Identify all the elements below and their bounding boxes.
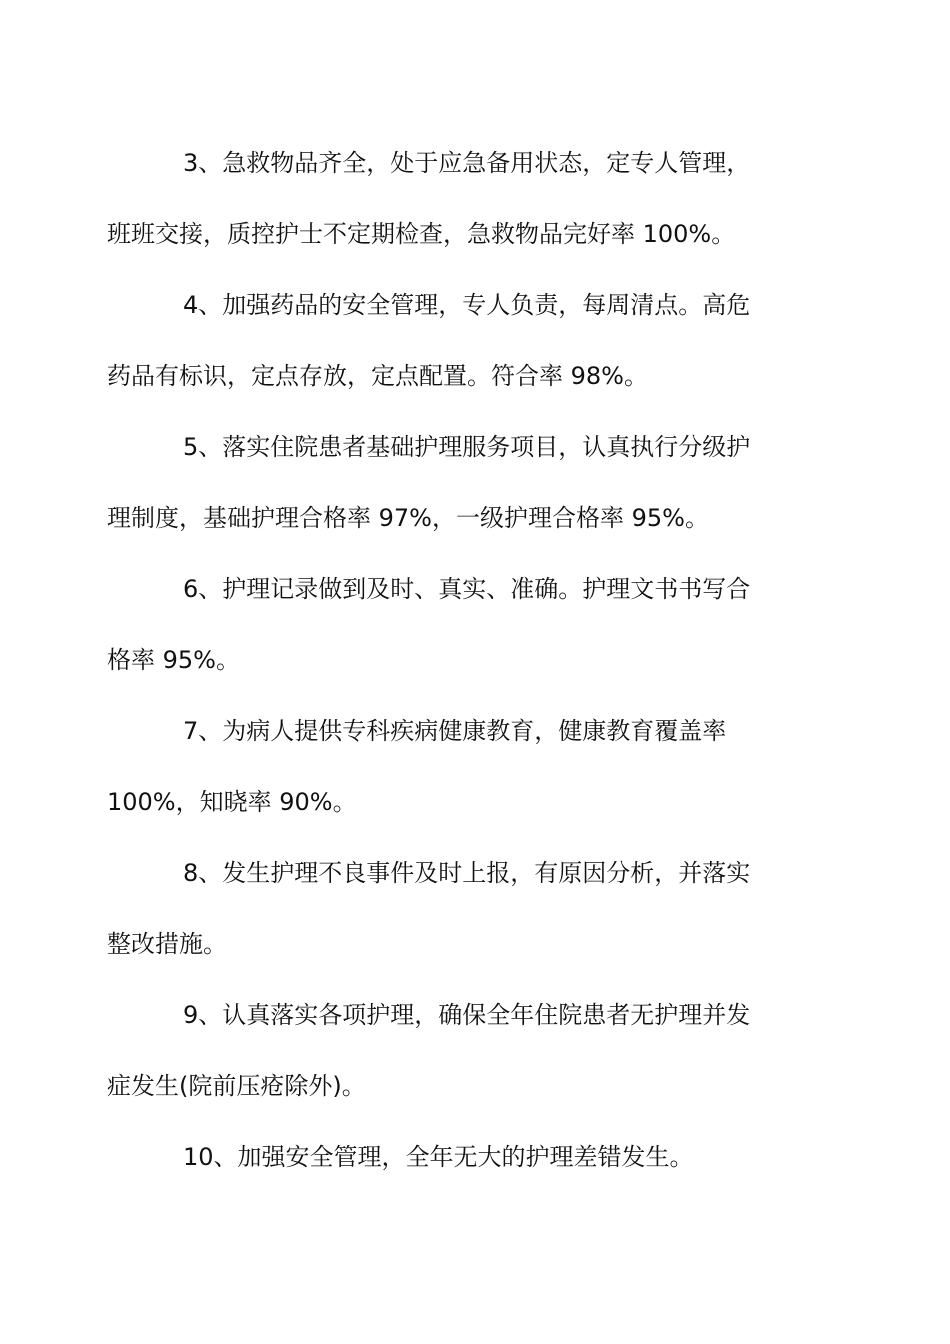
paragraph-line: 3、急救物品齐全，处于应急备用状态，定专人管理， [183, 149, 751, 177]
paragraph-line: 9、认真落实各项护理，确保全年住院患者无护理并发 [183, 1001, 751, 1029]
document-body [107, 128, 805, 1193]
paragraph-item-4 [107, 270, 805, 412]
paragraph-line: 症发生(院前压疮除外)。 [107, 1072, 366, 1100]
paragraph-item-8 [107, 838, 805, 980]
paragraph-line: 100%，知晓率 90%。 [107, 788, 357, 816]
paragraph-line: 8、发生护理不良事件及时上报，有原因分析，并落实 [183, 859, 751, 887]
paragraph-item-6 [107, 554, 805, 696]
paragraph-item-9 [107, 980, 805, 1122]
paragraph-item-7 [107, 696, 805, 838]
paragraph-line: 药品有标识，定点存放，定点配置。符合率 98%。 [107, 362, 648, 390]
paragraph-line: 6、护理记录做到及时、真实、准确。护理文书书写合 [183, 575, 751, 603]
paragraph-item-5 [107, 412, 805, 554]
paragraph-line: 班班交接，质控护士不定期检查，急救物品完好率 100%。 [107, 220, 736, 248]
paragraph-item-3 [107, 128, 805, 270]
paragraph-line: 理制度，基础护理合格率 97%，一级护理合格率 95%。 [107, 504, 709, 532]
paragraph-line: 7、为病人提供专科疾病健康教育，健康教育覆盖率 [183, 717, 727, 745]
paragraph-line: 格率 95%。 [107, 646, 240, 674]
paragraph-line: 10、加强安全管理，全年无大的护理差错发生。 [183, 1143, 694, 1171]
paragraph-line: 4、加强药品的安全管理，专人负责，每周清点。高危 [183, 291, 751, 319]
paragraph-line: 5、落实住院患者基础护理服务项目，认真执行分级护 [183, 433, 751, 461]
paragraph-line: 整改措施。 [107, 930, 227, 958]
paragraph-item-10 [145, 1122, 805, 1193]
